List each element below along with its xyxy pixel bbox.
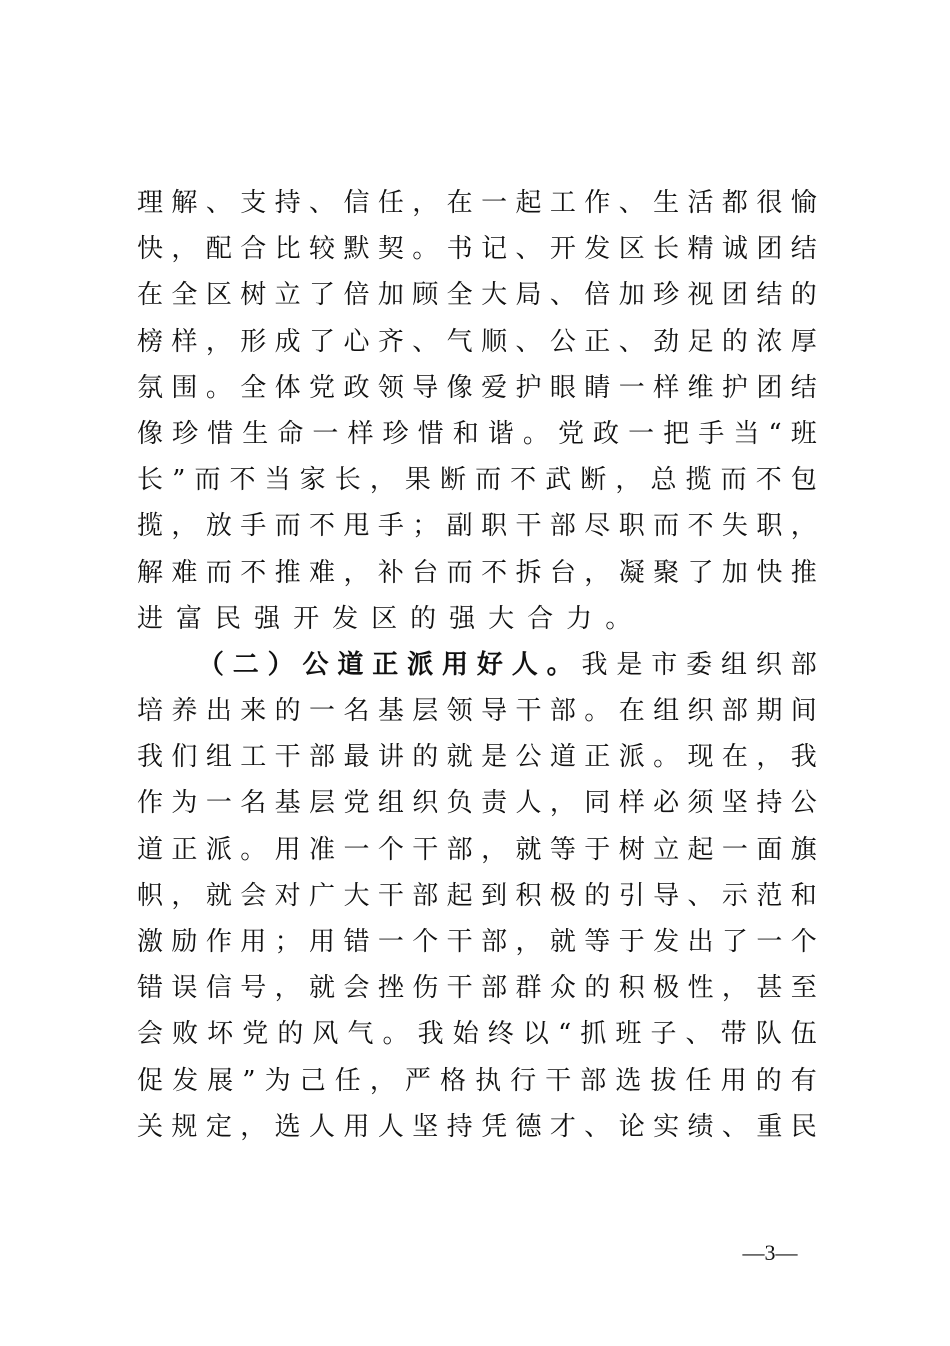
- text-line: 帜 ， 就 会 对 广 大 干 部 起 到 积 极 的 引 导 、 示 范 和: [137, 880, 817, 911]
- text-line: 进 富 民 强 开 发 区 的 强 大 合 力 。: [137, 603, 645, 634]
- text-line: 像 珍 惜 生 命 一 样 珍 惜 和 谐 。 党 政 一 把 手 当 “ 班: [137, 418, 817, 449]
- section-heading-line: （ 二 ） 公 道 正 派 用 好 人 。 我 是 市 委 组 织 部: [197, 649, 817, 680]
- text-line: 会 败 坏 党 的 风 气 。 我 始 终 以 “ 抓 班 子 、 带 队 伍: [137, 1019, 817, 1050]
- text-line: 理 解 、 支 持 、 信 任 ， 在 一 起 工 作 、 生 活 都 很 愉: [137, 188, 817, 218]
- text-line: 氛 围 。 全 体 党 政 领 导 像 爱 护 眼 睛 一 样 维 护 团 结: [137, 372, 817, 403]
- text-line: 解 难 而 不 推 难 ， 补 台 而 不 拆 台 ， 凝 聚 了 加 快 推: [137, 557, 817, 588]
- text-line: 快 ， 配 合 比 较 默 契 。 书 记 、 开 发 区 长 精 诚 团 结: [137, 234, 817, 265]
- text-line: 道 正 派 。 用 准 一 个 干 部 ， 就 等 于 树 立 起 一 面 旗: [137, 834, 817, 865]
- text-line: 我 们 组 工 干 部 最 讲 的 就 是 公 道 正 派 。 现 在 ， 我: [137, 742, 817, 773]
- text-line: 在 全 区 树 立 了 倍 加 顾 全 大 局 、 倍 加 珍 视 团 结 的: [137, 280, 817, 311]
- text-line: 长 ” 而 不 当 家 长 ， 果 断 而 不 武 断 ， 总 揽 而 不 包: [137, 465, 817, 496]
- text-line: 关 规 定 ， 选 人 用 人 坚 持 凭 德 才 、 论 实 绩 、 重 民: [137, 1111, 817, 1142]
- text-line: 错 误 信 号 ， 就 会 挫 伤 干 部 群 众 的 积 极 性 ， 甚 至: [137, 973, 817, 1004]
- page-number: —3—: [742, 1240, 798, 1265]
- text-line: 作 为 一 名 基 层 党 组 织 负 责 人 ， 同 样 必 须 坚 持 公: [137, 788, 817, 819]
- body-text: [137, 180, 817, 1150]
- text-line: 揽 ， 放 手 而 不 甩 手 ； 副 职 干 部 尽 职 而 不 失 职 ，: [137, 511, 817, 542]
- text-line: 榜 样 ， 形 成 了 心 齐 、 气 顺 、 公 正 、 劲 足 的 浓 厚: [137, 326, 817, 357]
- text-line: 激 励 作 用 ； 用 错 一 个 干 部 ， 就 等 于 发 出 了 一 个: [137, 927, 817, 957]
- text-line: 培 养 出 来 的 一 名 基 层 领 导 干 部 。 在 组 织 部 期 间: [137, 696, 817, 727]
- text-line: 促 发 展 ” 为 己 任 ， 严 格 执 行 干 部 选 拔 任 用 的 有: [137, 1065, 817, 1096]
